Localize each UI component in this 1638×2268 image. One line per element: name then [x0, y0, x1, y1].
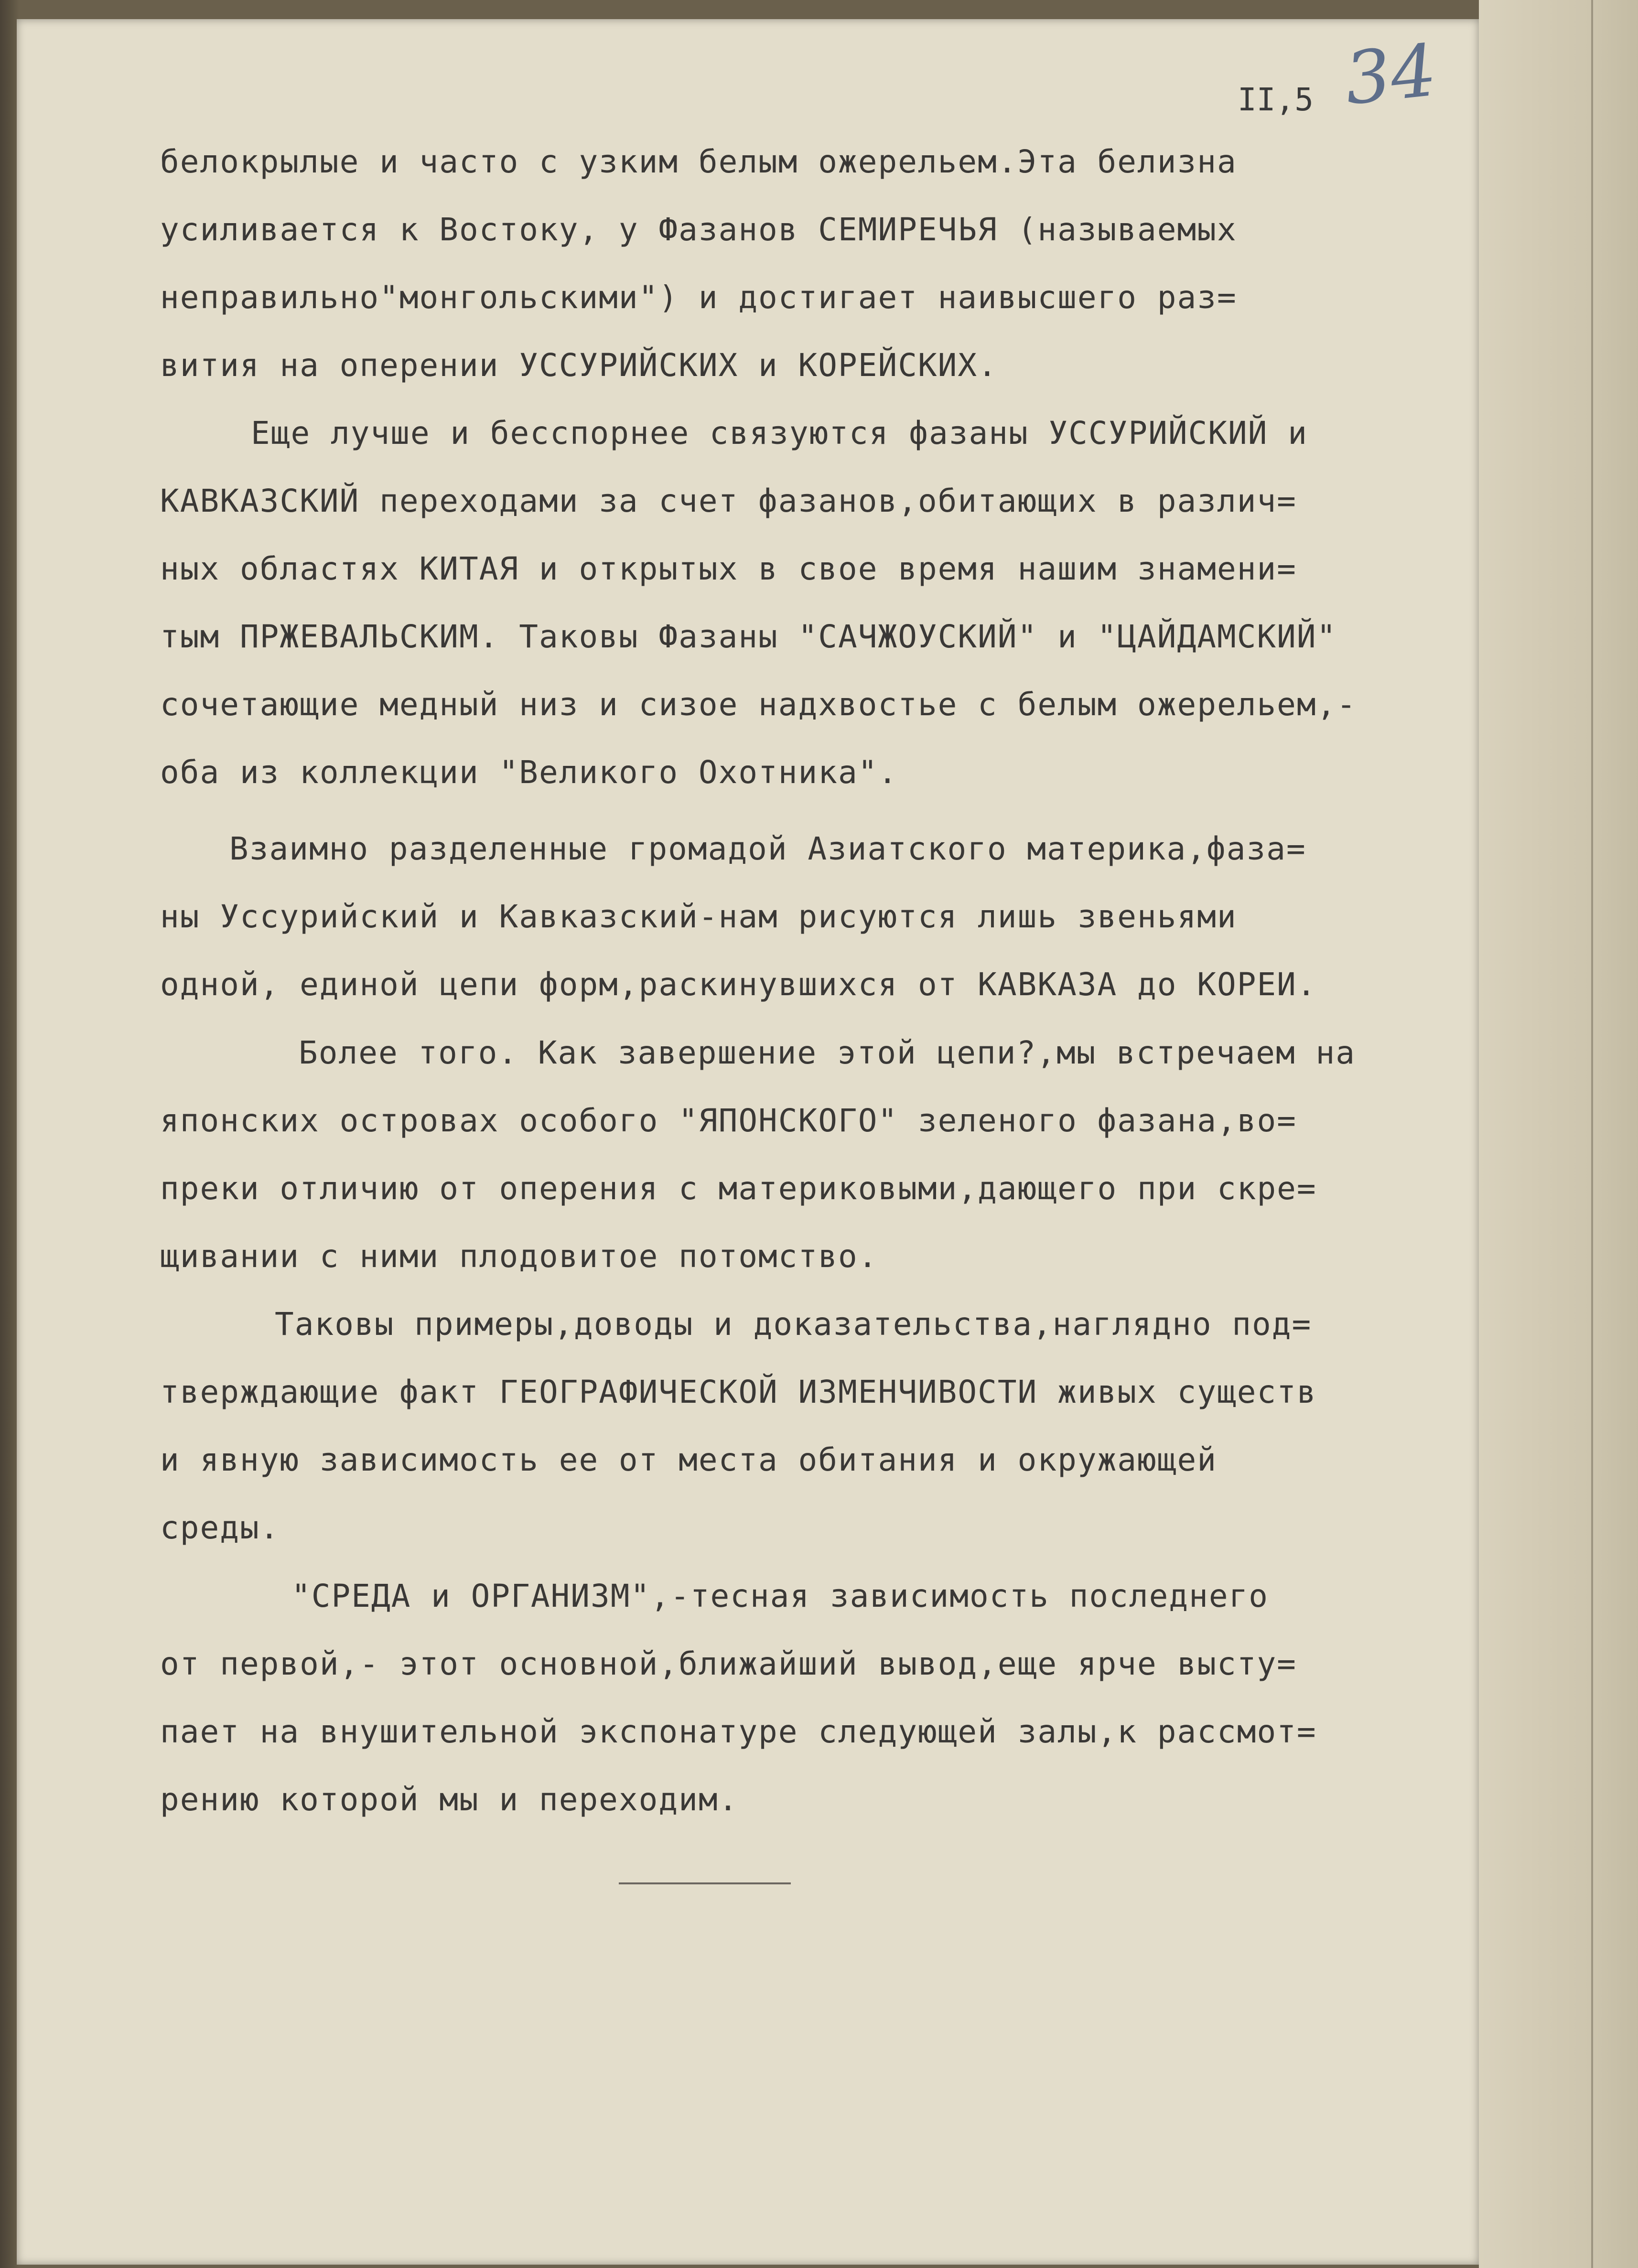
text-line: среды. [160, 1509, 280, 1546]
closing-rule [619, 1882, 791, 1884]
text-line: от первой,- этот основной,ближайший вывод,еще ярче высту= [160, 1645, 1297, 1682]
text-line: Взаимно разделенные громадой Азиатского материка,фаза= [229, 830, 1306, 867]
text-line: белокрылые и часто с узким белым ожерельем.Эта белизна [160, 143, 1237, 180]
text-line: одной, единой цепи форм,раскинувшихся от КАВКАЗА до КОРЕИ. [160, 966, 1317, 1003]
text-line: преки отличию от оперения с материковыми,дающего при скре= [160, 1170, 1317, 1207]
text-line: Таковы примеры,доводы и доказательства,наглядно под= [275, 1306, 1312, 1343]
text-line: "СРЕДА и ОРГАНИЗМ",-тесная зависимость последнего [291, 1578, 1269, 1614]
text-line: рению которой мы и переходим. [160, 1781, 739, 1818]
text-line: Более того. Как завершение этой цепи?,мы встречаем на [299, 1034, 1356, 1071]
text-line: ных областях КИТАЯ и открытых в свое время нашим знамени= [160, 550, 1297, 587]
page-edge [1479, 0, 1638, 2268]
text-line: и явную зависимость ее от места обитания и окружающей [160, 1441, 1217, 1478]
text-line: Еще лучше и бесспорнее связуются фазаны УССУРИЙСКИЙ и [251, 415, 1308, 451]
text-line: щивании с ними плодовитое потомство. [160, 1238, 878, 1275]
text-line: сочетающие медный низ и сизое надхвостье с белым ожерельем,- [160, 686, 1357, 723]
text-line: неправильно"монгольскими") и достигает наивысшего раз= [160, 279, 1237, 316]
text-line: пает на внушительной экспонатуре следующей залы,к рассмот= [160, 1713, 1317, 1750]
text-line: ны Уссурийский и Кавказский-нам рисуются лишь звеньями [160, 898, 1237, 935]
text-line: оба из коллекции "Великого Охотника". [160, 754, 898, 791]
text-line: вития на оперении УССУРИЙСКИХ и КОРЕЙСКИХ. [160, 347, 998, 384]
text-line: японских островах особого "ЯПОНСКОГО" зеленого фазана,во= [160, 1102, 1297, 1139]
text-line: усиливается к Востоку, у Фазанов СЕМИРЕЧЬЯ (называемых [160, 211, 1237, 248]
folio-number: 34 [1341, 29, 1441, 121]
page-number: II,5 [1238, 81, 1314, 118]
text-line: КАВКАЗСКИЙ переходами за счет фазанов,обитающих в различ= [160, 483, 1297, 519]
text-line: тым ПРЖЕВАЛЬСКИМ. Таковы Фазаны "САЧЖОУСКИЙ" и "ЦАЙДАМСКИЙ" [160, 618, 1337, 655]
text-line: тверждающие факт ГЕОГРАФИЧЕСКОЙ ИЗМЕНЧИВОСТИ живых существ [160, 1374, 1317, 1410]
page-edge-line [1591, 0, 1593, 2268]
